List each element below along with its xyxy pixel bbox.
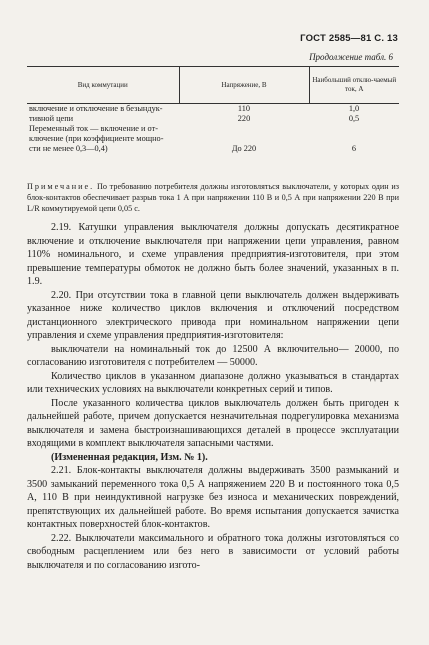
cell-line: тивной цепи [29,114,74,123]
note-text: По требованию потребителя должны изготовляться выключатели, у которых один из блок-контактов обеспечивает разрыв тока 1 А при напряжении 110 В и 0,5 А при напряжении 220 В при L/R коммутируемой цепи 0,05 с. [27,182,400,213]
paragraph-2-22: 2.22. Выключатели максимального и обратного тока должны изготовляться со свободным расцеплением или без него в зависимости от условий работы выключателя и по согласованию изгото- [27,532,399,571]
table-continuation-caption: Продолжение табл. 6 [309,52,393,62]
cell-line: сти не менее 0,3—0,4) [29,144,108,153]
commutation-table [27,66,399,154]
main-text [27,221,399,572]
cell-line: 110 [237,104,251,113]
table-cell-mode [27,124,179,154]
paragraph-cycles-count: выключатели на номинальный ток до 12500 А включительно— 20000, по согласованию изготовителя с потребителем — 50000. [27,343,399,368]
table-cell-voltage [179,104,309,125]
column-header-voltage: Напряжение, В [179,67,309,104]
cell-line: Переменный ток — включение и от- [29,124,158,133]
cell-line: ключение (при коэффициенте мощно- [29,134,164,143]
paragraph-after-cycles: После указанного количества циклов выключатель должен быть пригоден к дальнейшей работе, причем допускается незначительная подрегулировка механизма выключателя и замена быстроизнашивающихся деталей в процессе эксплуатации входящими в комплект выключателя запасными частями. [27,397,399,449]
table-note [27,181,399,214]
table-cell-current [309,104,399,125]
column-header-mode: Вид коммутации [27,67,179,104]
paragraph-2-19: 2.19. Катушки управления выключателя должны допускать десятикратное включение и отключение выключателя при напряжении цепи управления, равном 110% номинального, и схеме управления предприятия-изготовителя, при этом превышение температуры обмоток не должно быть более значений, указанных в п. 1.9. [27,222,399,287]
cell-line: До 220 [231,144,257,153]
cell-line: включение и отключение в безындук- [29,104,163,113]
note-heading: Примечание. [27,182,95,191]
cell-line: 6 [351,144,357,153]
paragraph-2-21: 2.21. Блок-контакты выключателя должны выдерживать 3500 размыканий и 3500 замыканий переменного тока 0,5 А напряжением 220 В и постоянного тока 0,5 А, 110 В при неиндуктивной нагрузке без износа и механических повреждений, препятствующих их дальнейшей работе. Во время испытания допускается зачистка контактных поверхностей блок-контактов. [27,465,399,530]
table-row [27,124,399,154]
cell-line: 0,5 [348,114,360,123]
document-header: ГОСТ 2585—81 С. 13 [300,33,398,44]
table-cell-voltage [179,124,309,154]
column-header-current: Наибольший отклю-чаемый ток, А [309,67,399,104]
paragraph-2-20: 2.20. При отсутствии тока в главной цепи выключатель должен выдерживать указанное ниже количество циклов включения и отключений посредством дистанционного электрического привода при номинальном напряжении цепи управления и схеме управления предприятия-изготовителя: [27,289,399,341]
cell-line: 220 [237,114,251,123]
table-row [27,104,399,125]
table-cell-mode [27,104,179,125]
paragraph-cycles-range: Количество циклов в указанном диапазоне должно указываться в стандартах или технических условиях на выключатели конкретных серий и типов. [27,370,399,395]
cell-line: 1,0 [348,104,360,113]
table-cell-current [309,124,399,154]
amendment-note: (Измененная редакция, Изм. № 1). [51,451,208,463]
